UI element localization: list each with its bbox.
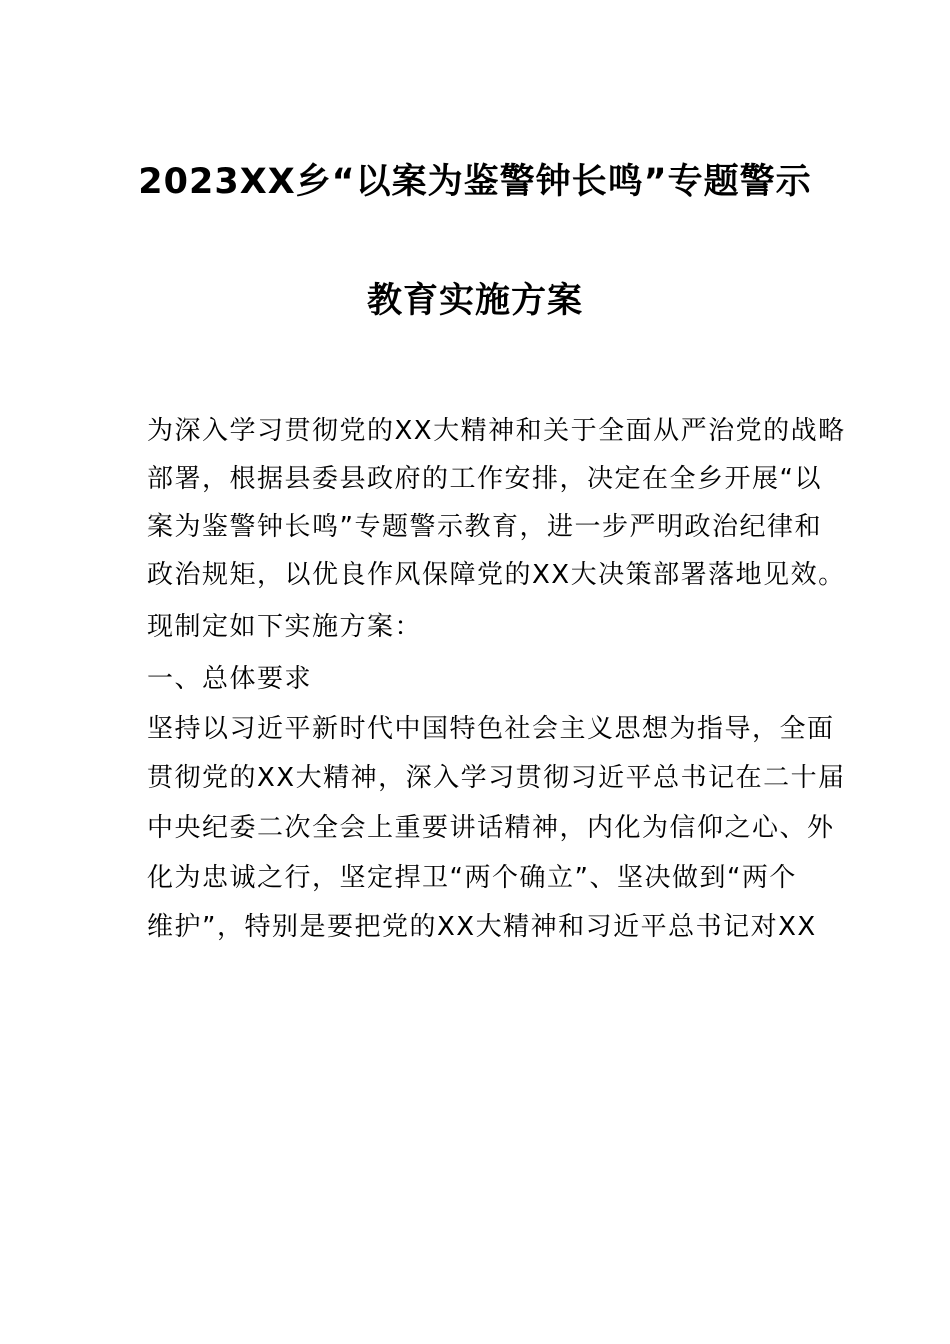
document-title-line-2: 教育实施方案 — [366, 281, 583, 321]
paragraph-2-line-5: 维护”，特别是要把党的XX大精神和习近平总书记对XX — [147, 912, 817, 942]
paragraph-2-line-3: 中央纪委二次全会上重要讲话精神，内化为信仰之心、外 — [147, 813, 835, 843]
section-1-heading: 一、总体要求 — [147, 664, 313, 694]
paragraph-2-line-4: 化为忠诚之行，坚定捍卫“两个确立”、坚决做到“两个 — [147, 863, 797, 893]
paragraph-1-line-4: 政治规矩，以优良作风保障党的XX大决策部署落地见效。 — [147, 560, 846, 590]
paragraph-1-line-1: 为深入学习贯彻党的XX大精神和关于全面从严治党的战略 — [147, 416, 846, 446]
document-title-line-1: 2023XX乡“以案为鉴警钟长鸣”专题警示 — [138, 162, 812, 202]
paragraph-1-line-5: 现制定如下实施方案： — [147, 612, 423, 642]
paragraph-2-line-2: 贯彻党的XX大精神，深入学习贯彻习近平总书记在二十届 — [147, 763, 846, 793]
paragraph-1-line-2: 部署，根据县委县政府的工作安排，决定在全乡开展“以 — [147, 464, 822, 494]
paragraph-1-line-3: 案为鉴警钟长鸣”专题警示教育，进一步严明政治纪律和 — [147, 512, 822, 542]
paragraph-2-line-1: 坚持以习近平新时代中国特色社会主义思想为指导，全面 — [147, 714, 835, 744]
